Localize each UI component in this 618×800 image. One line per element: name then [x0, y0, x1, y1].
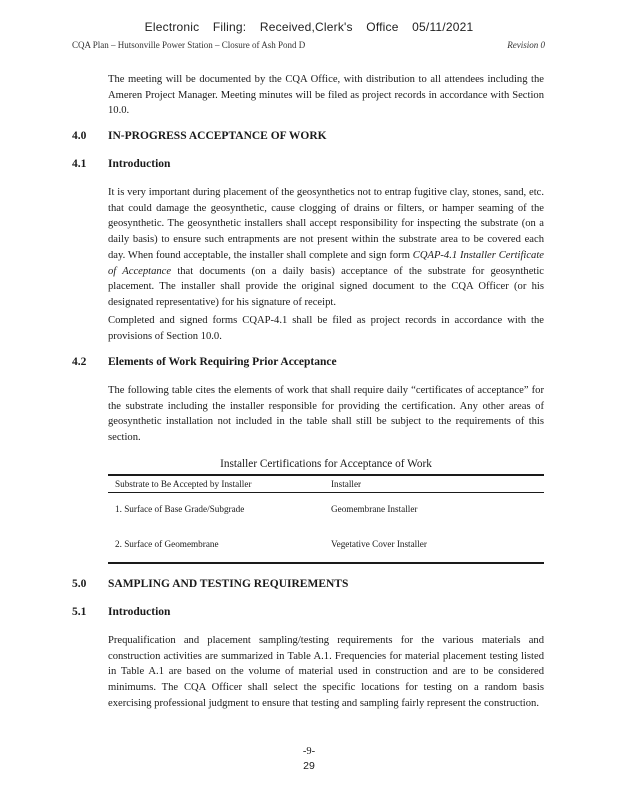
section-title-5-1: Introduction	[108, 606, 171, 618]
stamp-office: Office	[366, 20, 399, 34]
section-number-4-2: 4.2	[72, 356, 87, 368]
stamp-date: 05/11/2021	[412, 20, 474, 34]
paragraph-table-intro: The following table cites the elements of work that shall require daily “certificates of acceptance” for the substrate including the installer responsible for providing the certification. Any other areas of geosynthetic installation not included in the table shall still be subject to the requirements of this section.	[108, 385, 544, 444]
table-top-rule	[108, 474, 544, 476]
section-title-4-2: Elements of Work Requiring Prior Acceptance	[108, 356, 337, 368]
table-caption: Installer Certifications for Acceptance of Work	[220, 458, 432, 470]
sheet-number: 29	[303, 760, 315, 772]
section-number-5-1: 5.1	[72, 606, 87, 618]
table-cell-substrate-1: 1. Surface of Base Grade/Subgrade	[115, 504, 245, 514]
table-bottom-rule	[108, 562, 544, 564]
stamp-received: Received,Clerk's	[259, 20, 353, 34]
section-title-4-0: IN-PROGRESS ACCEPTANCE OF WORK	[108, 130, 327, 142]
intro-4-1-text-b: that documents (on a daily basis) acceptance of the substrate for geosynthetic placement. The installer shall provide the original signed document to the CQA Officer (or his designated representative) for his signature of receipt.	[108, 265, 545, 308]
paragraph-meeting: The meeting will be documented by the CQA Office, with distribution to all attendees including the Ameren Project Manager. Meeting minutes will be filed as project records in accordance with Section 10.0.	[108, 74, 544, 117]
intro-4-1-text-a: It is very important during placement of the geosynthetics not to entrap fugitive clay, stones, sand, etc. that could damage the geosynthetic, cause clogging of drains or filters, or hamper seaming of the geosynthetic. The geosynthetic installers shall accept responsibility for inspecting the substrate (on a daily basis) to ensure such entrapments are not present within the substrate area to be covered each day. When found acceptable, the installer shall complete and sign form	[108, 187, 544, 261]
table-cell-installer-2: Vegetative Cover Installer	[331, 539, 427, 549]
running-header-revision: Revision 0	[507, 40, 545, 50]
filing-stamp	[0, 20, 618, 34]
running-header-title: CQA Plan – Hutsonville Power Station – Closure of Ash Pond D	[72, 40, 306, 50]
section-title-4-1: Introduction	[108, 158, 171, 170]
table-header-installer: Installer	[331, 479, 362, 489]
table-cell-installer-1: Geomembrane Installer	[331, 504, 418, 514]
paragraph-forms-filed: Completed and signed forms CQAP-4.1 shall be filed as project records in accordance with the provisions of Section 10.0.	[108, 315, 544, 342]
section-number-4-1: 4.1	[72, 158, 87, 170]
table-cell-substrate-2: 2. Surface of Geomembrane	[115, 539, 219, 549]
table-header-rule	[108, 492, 544, 493]
form-reference: CQAP-4.1 Installer Certificate of Acceptance	[108, 249, 544, 277]
section-number-5-0: 5.0	[72, 578, 87, 590]
stamp-filing: Filing:	[212, 20, 247, 34]
section-title-5-0: SAMPLING AND TESTING REQUIREMENTS	[108, 578, 349, 590]
stamp-electronic: Electronic	[144, 20, 200, 34]
section-number-4-0: 4.0	[72, 130, 87, 142]
paragraph-intro-4-1	[108, 185, 544, 311]
page-number: -9-	[302, 746, 316, 757]
paragraph-intro-5-1: Prequalification and placement sampling/testing requirements for the various materials and construction activities are summarized in Table A.1. Frequencies for material placement testing listed in Table A.1 are based on the volume of material used in construction and are to be considered minimums. The CQA Officer shall select the specific locations for testing on a random basis exercising professional judgment to ensure that testing and sampling fairly represent the construction.	[108, 635, 544, 709]
table-header-substrate: Substrate to Be Accepted by Installer	[115, 479, 252, 489]
